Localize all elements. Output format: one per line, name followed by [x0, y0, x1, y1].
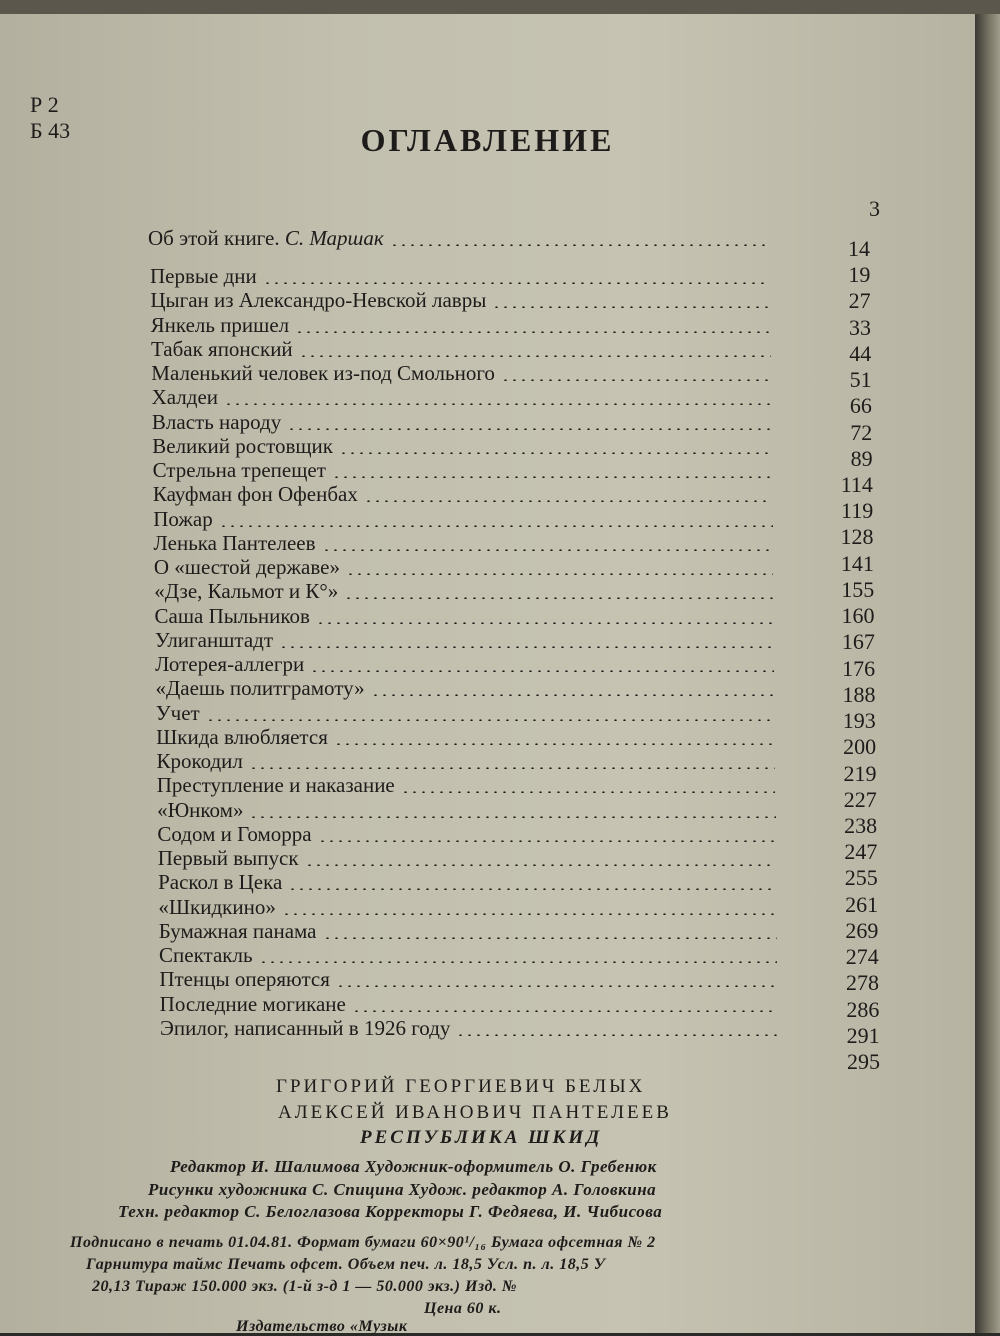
toc-entry-title: Власть народу [151, 409, 282, 434]
dot-leader [263, 282, 770, 284]
dot-leader [219, 525, 773, 527]
toc-page-number: 27 [848, 288, 871, 314]
dot-leader [316, 622, 774, 624]
print-info-line: Гарнитура таймс Печать офсет. Объем печ. л. 18,5 Усл. п. л. 18,5 У [86, 1256, 606, 1273]
toc-page-number: 128 [840, 524, 874, 550]
toc-page-number: 295 [847, 1049, 880, 1074]
toc-entry [152, 410, 782, 435]
toc-entry-title: «Даешь политграмоту» [155, 676, 365, 701]
toc-entry-title: Преступление и наказание [156, 773, 395, 798]
toc-entry [158, 870, 786, 895]
toc-entry-title: Ленька Пантелеев [153, 530, 316, 555]
dot-leader [371, 694, 775, 696]
toc-entry-title: Крокодил [156, 749, 243, 774]
toc-entry [153, 482, 782, 507]
toc-entry [157, 822, 786, 847]
toc-page-number: 227 [843, 786, 877, 812]
dot-leader [492, 306, 770, 308]
dot-leader [310, 670, 774, 672]
print-info-line: 20,13 Тираж 150.000 экз. (1-й з-д 1 — 50.000 экз.) Изд. № [92, 1278, 518, 1295]
toc-entry [151, 313, 781, 338]
toc-entry-title: Лотерея-аллегри [155, 652, 305, 677]
dot-leader [332, 476, 772, 478]
page-edge [975, 0, 1000, 1333]
dot-leader [344, 597, 773, 599]
toc-entry [155, 628, 784, 653]
toc-entry [156, 701, 785, 726]
toc-entry-title: Первый выпуск [157, 846, 299, 871]
toc-entry [158, 895, 786, 920]
dot-leader [401, 791, 776, 793]
dot-leader [323, 937, 777, 939]
toc-entry-title: Учет [155, 700, 200, 725]
toc-page-number: 14 [848, 236, 870, 261]
toc-entry-title: «Дзе, Кальмот и К°» [154, 579, 339, 604]
toc-page-number: 176 [842, 655, 876, 681]
toc-page-number: 219 [843, 760, 877, 786]
toc-entry [154, 531, 783, 556]
credits-line: Рисунки художника С. Спицина Худож. редактор А. Головкина [148, 1180, 657, 1199]
dot-leader [322, 549, 773, 551]
toc-page-number: 44 [849, 340, 872, 366]
toc-entry-title: О «шестой державе» [153, 555, 340, 580]
toc-entry-title: Улиганштадт [154, 627, 274, 652]
toc-entry [152, 385, 782, 410]
toc-entry-title: Стрельна трепещет [152, 458, 326, 483]
toc-entry-title: Халдеи [151, 385, 219, 410]
toc-entry-title: Пожар [153, 506, 213, 531]
toc-page-number: 114 [840, 472, 873, 498]
toc-entry-title: Бумажная панама [158, 918, 317, 943]
dot-leader [334, 743, 775, 745]
toc-entry [153, 458, 782, 483]
print-info-line: Подписано в печать 01.04.81. Формат бумаги 60×90¹/₁₆ Бумага офсетная № 2 [70, 1234, 656, 1251]
toc-entry [157, 773, 786, 798]
toc-entry-title: Последние могикане [159, 991, 346, 1016]
toc-page-number: 274 [845, 944, 879, 970]
toc-entry-title: Шкида влюбляется [156, 724, 328, 749]
top-shadow [0, 0, 1000, 14]
dot-leader [364, 500, 772, 502]
credits-line: Редактор И. Шалимова Художник-оформитель О. Гребенюк [170, 1157, 657, 1176]
toc-intro-title: Об этой книге. С. Маршак [148, 226, 384, 250]
toc-page-number: 291 [846, 1022, 880, 1048]
dot-leader [339, 452, 772, 454]
toc-entry [156, 749, 785, 774]
dot-leader [299, 355, 771, 357]
toc-page-number: 188 [842, 681, 876, 707]
toc-entry [150, 264, 780, 289]
toc-entry-title: Табак японский [150, 336, 293, 361]
dot-leader [456, 1034, 778, 1036]
toc-entry [160, 1016, 788, 1041]
page-title: ОГЛАВЛЕНИЕ [360, 122, 615, 158]
dot-leader [249, 767, 775, 769]
toc-entry [157, 798, 786, 823]
toc-entry [155, 604, 784, 629]
toc-entry [156, 725, 785, 750]
toc-entry-title: Эпилог, написанный в 1926 году [160, 1016, 451, 1040]
price: Цена 60 к. [424, 1300, 502, 1317]
toc-page-number: 255 [844, 865, 878, 891]
toc-page-number: 89 [850, 445, 873, 471]
toc-entry-title: Саша Пыльников [154, 603, 310, 628]
toc-entry [159, 967, 787, 992]
dot-leader [346, 573, 773, 575]
dot-leader [288, 888, 776, 890]
toc-page-number: 51 [849, 367, 872, 393]
book-title: РЕСПУБЛИКА ШКИД [360, 1127, 603, 1148]
toc-page-number: 269 [845, 917, 879, 943]
toc-entry [150, 288, 780, 313]
author-line-2: АЛЕКСЕЙ ИВАНОВИЧ ПАНТЕЛЕЕВ [278, 1102, 672, 1123]
credits-line: Техн. редактор С. Белоглазова Корректоры Г. Федяева, И. Чибисова [118, 1202, 663, 1221]
toc-intro-entry [148, 226, 776, 251]
dot-leader [390, 244, 766, 246]
toc-page-number: 286 [846, 996, 880, 1022]
dot-leader [305, 864, 777, 866]
toc-entry-title: Кауфман фон Офенбах [152, 482, 358, 507]
toc-entry-title: Маленький человек из-под Смольного [151, 361, 495, 386]
toc-entry [152, 434, 782, 459]
intro-page-number: 3 [869, 196, 880, 221]
dot-leader [249, 816, 775, 818]
toc-entry [153, 507, 782, 532]
toc-entry [154, 555, 783, 580]
toc-entry-title: Спектакль [159, 943, 253, 968]
toc-entry-title: Птенцы оперяются [159, 967, 330, 992]
dot-leader [295, 331, 770, 333]
toc-entry-title: Первые дни [150, 264, 257, 288]
dot-leader [352, 1010, 778, 1012]
author-code: Б 43 [30, 118, 71, 143]
catalog-code: Р 2 [30, 92, 59, 117]
toc-page-number: 160 [841, 603, 875, 629]
toc-page-number: 247 [844, 839, 878, 865]
dot-leader [282, 913, 777, 915]
dot-leader [318, 840, 776, 842]
dot-leader [287, 428, 771, 430]
toc-entry [151, 361, 781, 386]
toc-page-number: 193 [842, 708, 876, 734]
toc-page-number: 19 [848, 262, 871, 288]
toc-entry-title: Раскол в Цека [158, 870, 283, 895]
toc-page-number: 72 [850, 419, 873, 445]
toc-page-number: 155 [841, 576, 875, 602]
toc-entry-title: Цыган из Александро-Невской лавры [150, 288, 487, 313]
toc-entry [155, 652, 784, 677]
publisher-line: Издательство «Музык [236, 1318, 408, 1335]
toc-page-number: 141 [840, 550, 874, 576]
toc-entry-title: Янкель пришел [150, 312, 290, 337]
dot-leader [259, 961, 778, 963]
toc-page-number: 66 [849, 393, 872, 419]
toc-page-number: 238 [844, 812, 878, 838]
toc-entry [160, 992, 788, 1017]
author-line-1: ГРИГОРИЙ ГЕОРГИЕВИЧ БЕЛЫХ [276, 1076, 646, 1097]
dot-leader [501, 379, 771, 381]
toc-entry [159, 943, 787, 968]
dot-leader [206, 719, 775, 721]
toc-entry [159, 919, 787, 944]
toc-page-number: 119 [841, 498, 874, 524]
toc-page-number: 33 [848, 314, 871, 340]
dot-leader [279, 646, 774, 648]
toc-entry [158, 846, 786, 871]
dot-leader [224, 403, 771, 405]
toc-entry-title: Содом и Гоморра [157, 821, 312, 846]
toc-page-number: 167 [841, 629, 875, 655]
toc-entry [154, 579, 783, 604]
toc-entry-title: «Юнком» [157, 797, 244, 822]
toc-entry [155, 676, 784, 701]
toc-entry-title: «Шкидкино» [158, 894, 276, 919]
dot-leader [336, 985, 778, 987]
toc-entry-title: Великий ростовщик [152, 433, 333, 458]
toc-page-number: 278 [846, 970, 880, 996]
toc-page-number: 200 [843, 734, 877, 760]
toc-entry [151, 337, 781, 362]
toc-page-number: 261 [845, 891, 879, 917]
